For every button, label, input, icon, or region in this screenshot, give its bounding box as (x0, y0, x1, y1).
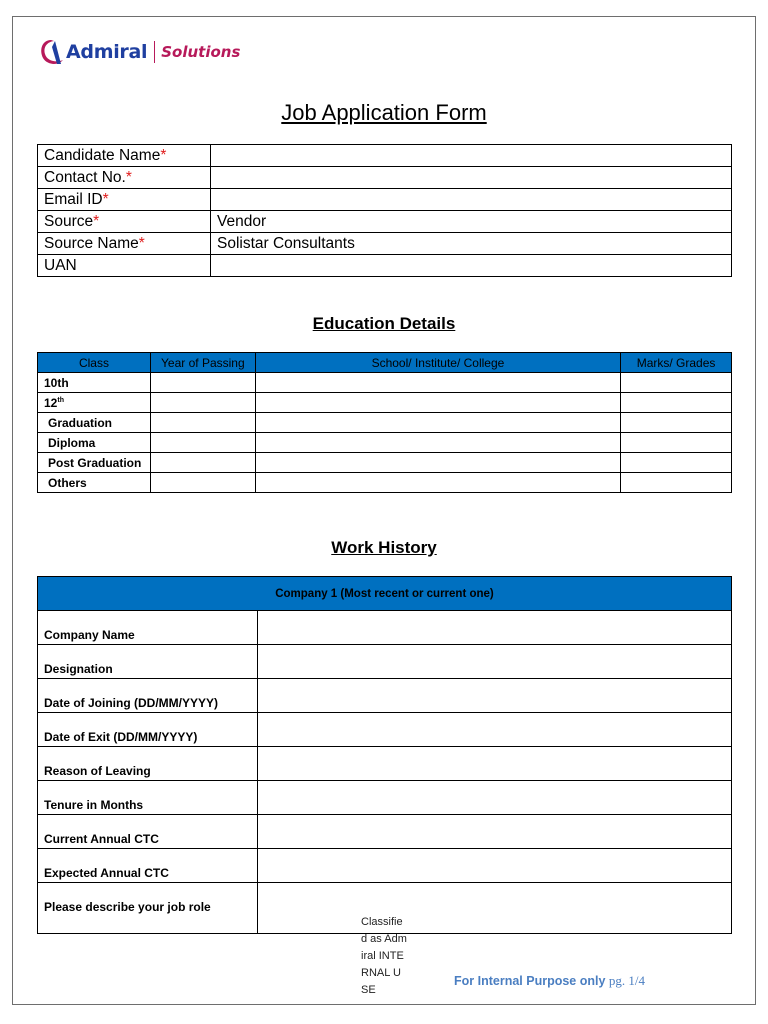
work-label: Tenure in Months (38, 781, 258, 815)
education-heading: Education Details (312, 314, 456, 333)
education-entry-field[interactable] (621, 413, 732, 433)
education-row (38, 473, 732, 493)
education-row (38, 413, 732, 433)
education-class-label (38, 413, 151, 433)
brand-sub: Solutions (161, 43, 241, 61)
education-entry-field[interactable] (150, 413, 255, 433)
candidate-row (38, 211, 732, 233)
work-label: Date of Joining (DD/MM/YYYY) (38, 679, 258, 713)
education-entry-field[interactable] (150, 373, 255, 393)
work-row (38, 849, 732, 883)
work-entry-field[interactable] (258, 645, 732, 679)
work-label: Please describe your job role (38, 883, 258, 934)
education-row (38, 393, 732, 413)
candidate-label (38, 167, 211, 189)
candidate-label-text: Candidate Name (44, 146, 161, 164)
work-label: Expected Annual CTC (38, 849, 258, 883)
education-class-text: Post Graduation (48, 455, 142, 470)
required-asterisk: * (102, 190, 109, 208)
candidate-value-field[interactable] (211, 189, 732, 211)
candidate-row (38, 189, 732, 211)
candidate-label-text: Contact No. (44, 168, 126, 186)
education-entry-field[interactable] (150, 393, 255, 413)
candidate-row (38, 167, 732, 189)
education-table (37, 352, 732, 493)
work-row (38, 713, 732, 747)
education-class-label (38, 373, 151, 393)
education-column-header: Marks/ Grades (621, 353, 732, 373)
work-row (38, 645, 732, 679)
candidate-value-field[interactable] (211, 145, 732, 167)
work-entry-field[interactable] (258, 747, 732, 781)
work-row (38, 679, 732, 713)
education-entry-field[interactable] (255, 393, 620, 413)
work-label: Current Annual CTC (38, 815, 258, 849)
education-entry-field[interactable] (621, 393, 732, 413)
footer-note (454, 973, 645, 989)
candidate-label-text: Source Name (44, 234, 139, 252)
education-entry-field[interactable] (255, 453, 620, 473)
education-row (38, 453, 732, 473)
education-entry-field[interactable] (621, 433, 732, 453)
work-label: Reason of Leaving (38, 747, 258, 781)
education-entry-field[interactable] (621, 373, 732, 393)
admiral-swoosh-icon (38, 37, 64, 67)
education-class-text: 12 (44, 395, 58, 410)
work-entry-field[interactable] (258, 781, 732, 815)
required-asterisk: * (93, 212, 100, 230)
education-entry-field[interactable] (255, 433, 620, 453)
education-class-text: Graduation (48, 415, 113, 430)
education-class-text: Others (48, 475, 87, 490)
work-entry-field[interactable] (258, 679, 732, 713)
education-entry-field[interactable] (255, 473, 620, 493)
work-row (38, 747, 732, 781)
education-class-label (38, 473, 151, 493)
candidate-label (38, 189, 211, 211)
work-label: Date of Exit (DD/MM/YYYY) (38, 713, 258, 747)
work-label: Company Name (38, 611, 258, 645)
education-class-label (38, 393, 151, 413)
page-number: pg. 1/4 (608, 973, 646, 988)
education-class-label (38, 453, 151, 473)
required-asterisk: * (125, 168, 132, 186)
work-entry-field[interactable] (258, 883, 732, 934)
education-column-header: School/ Institute/ College (255, 353, 620, 373)
candidate-value-field[interactable] (211, 255, 732, 277)
education-entry-field[interactable] (150, 473, 255, 493)
candidate-value-field[interactable]: Solistar Consultants (211, 233, 732, 255)
candidate-row (38, 255, 732, 277)
candidate-label-text: UAN (44, 256, 77, 274)
required-asterisk: * (138, 234, 145, 252)
work-label: Designation (38, 645, 258, 679)
education-entry-field[interactable] (255, 373, 620, 393)
education-entry-field[interactable] (150, 433, 255, 453)
education-class-text: 10th (44, 375, 69, 390)
education-class-text: Diploma (48, 435, 96, 450)
work-row (38, 815, 732, 849)
candidate-value-field[interactable] (211, 167, 732, 189)
work-heading: Work History (331, 538, 437, 557)
work-entry-field[interactable] (258, 611, 732, 645)
candidate-label (38, 233, 211, 255)
candidate-label (38, 255, 211, 277)
work-row (38, 781, 732, 815)
footer-text: For Internal Purpose only (454, 974, 609, 988)
required-asterisk: * (160, 146, 167, 164)
candidate-label (38, 145, 211, 167)
work-row (38, 611, 732, 645)
brand-name: Admiral (66, 41, 148, 63)
candidate-row (38, 233, 732, 255)
candidate-label (38, 211, 211, 233)
candidate-table (37, 144, 732, 277)
education-class-label (38, 433, 151, 453)
candidate-row (38, 145, 732, 167)
education-column-header: Year of Passing (150, 353, 255, 373)
candidate-value-field[interactable]: Vendor (211, 211, 732, 233)
classification-label: Classified as Admiral INTERNAL USE (361, 916, 407, 996)
education-entry-field[interactable] (255, 413, 620, 433)
work-entry-field[interactable] (258, 815, 732, 849)
work-history-table (37, 576, 732, 934)
work-entry-field[interactable] (258, 713, 732, 747)
candidate-label-text: Email ID (44, 190, 103, 208)
company-header: Company 1 (Most recent or current one) (38, 577, 732, 611)
education-column-header: Class (38, 353, 151, 373)
education-row (38, 373, 732, 393)
brand-separator (154, 41, 155, 63)
page-title: Job Application Form (281, 100, 487, 125)
brand-logo (38, 36, 240, 68)
work-entry-field[interactable] (258, 849, 732, 883)
education-entry-field[interactable] (150, 453, 255, 473)
education-entry-field[interactable] (621, 453, 732, 473)
education-row (38, 433, 732, 453)
ordinal-suffix: th (57, 396, 64, 404)
education-entry-field[interactable] (621, 473, 732, 493)
candidate-label-text: Source (44, 212, 94, 230)
